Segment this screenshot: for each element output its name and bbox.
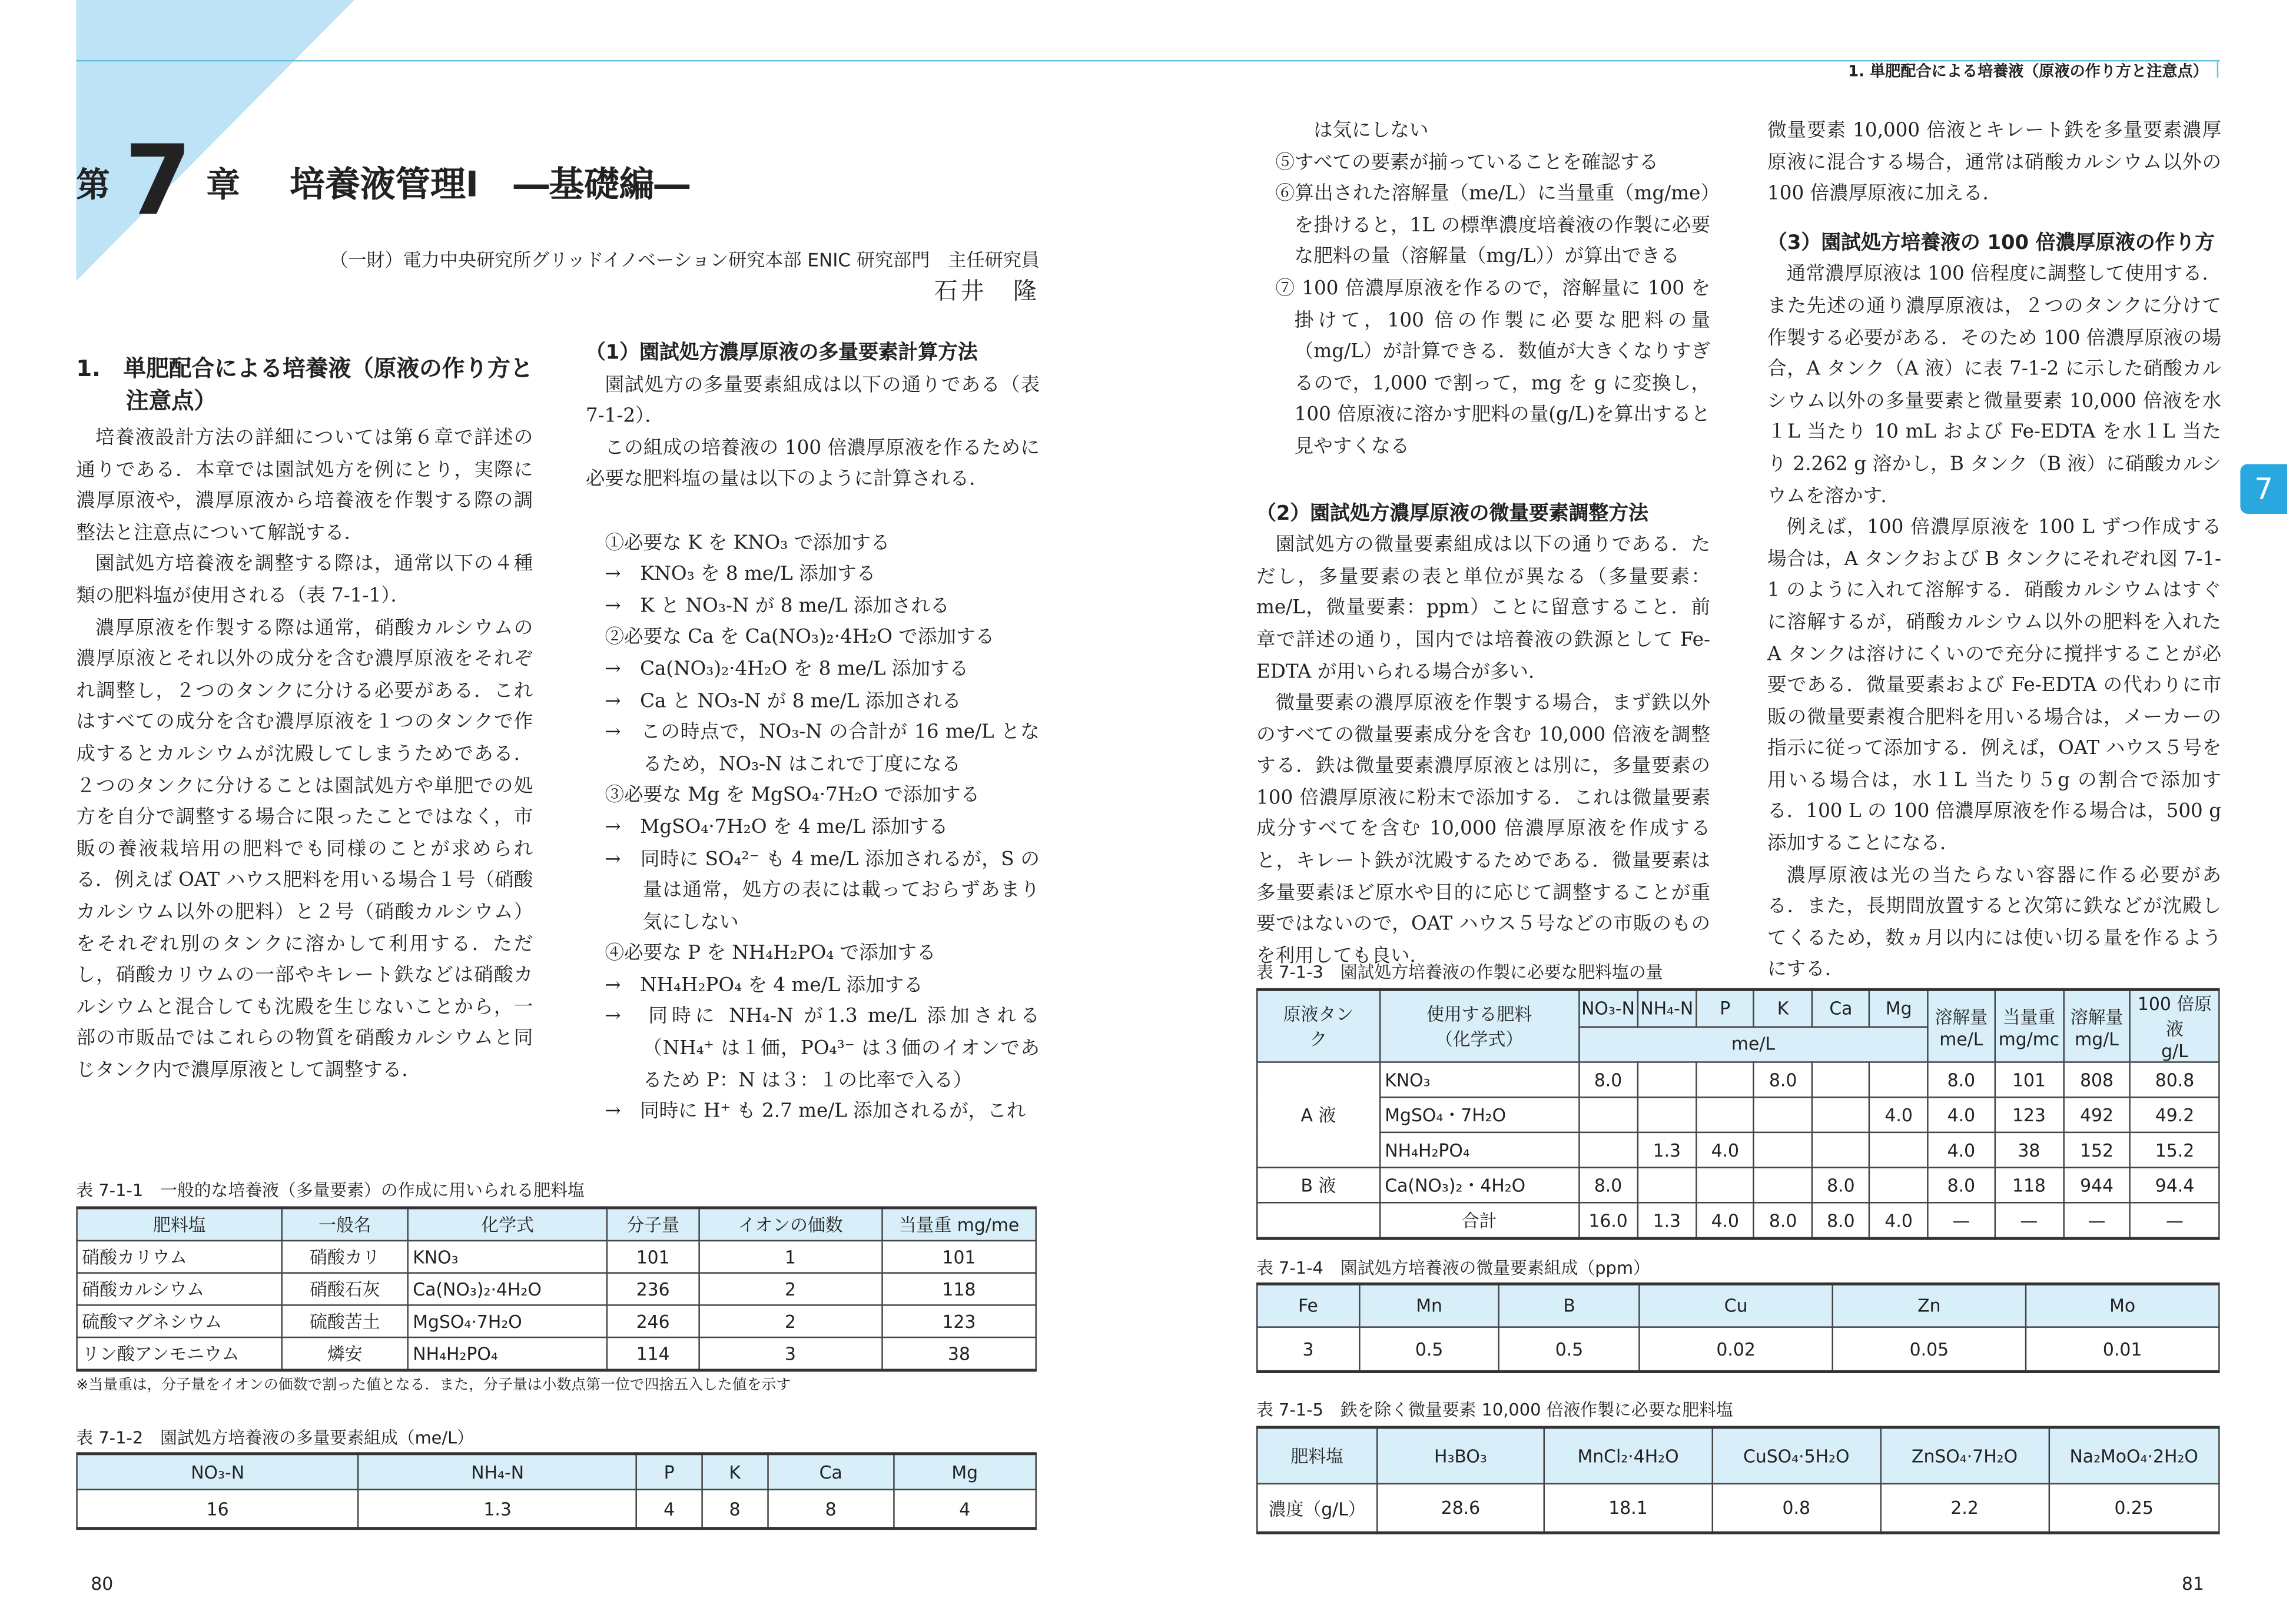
table-cell: 114 xyxy=(608,1337,699,1370)
column-header: NH₄-N xyxy=(359,1454,637,1490)
left-column-1 xyxy=(76,353,533,1087)
table-cell: 4 xyxy=(894,1490,1036,1529)
author-affiliation: （一財）電力中央研究所グリッドイノベーション研究本部 ENIC 研究部門 主任研究員 xyxy=(330,248,1040,271)
paragraph: 例えば，100 倍濃厚原液を 100 L ずつ作成する場合は，A タンクおよび B タンクにそれぞれ図 7-1-1 のように入れて溶解する．硝酸カルシウムはすぐに溶解するが，硝酸カルシウム以外の肥料を入れた A タンクは溶けにくいので充分に撹拌することが必要である．微量要素および Fe-EDTA の代わりに市販の微量要素複合肥料を用いる場合は，メーカーの指示に従って添加する．例えば，OAT ハウス５号を用いる場合は，水１L 当たり５g の割合で添加する．100 L の 100 倍濃厚原液を作る場合は，500 g 添加することになる． xyxy=(1767,517,2222,855)
paragraph: この組成の培養液の 100 倍濃厚原液を作るために必要な肥料塩の量は以下のように計算される． xyxy=(585,437,1040,491)
step-item: ③必要な Mg を MgSO₄·7H₂O で添加する xyxy=(605,785,980,808)
table-cell: MgSO₄・7H₂O xyxy=(1380,1097,1579,1132)
table-caption: 表 7-1-5 鉄を除く微量要素 10,000 倍液作製に必要な肥料塩 xyxy=(1256,1399,1733,1420)
table-cell: 8 xyxy=(768,1490,894,1529)
table-cell xyxy=(1637,1062,1696,1097)
table-cell: 8.0 xyxy=(1927,1168,1995,1203)
table-cell: 燐安 xyxy=(282,1337,408,1370)
column-header-unit: mg/L xyxy=(2075,1028,2119,1049)
table-cell: 濃度（g/L） xyxy=(1257,1484,1377,1533)
table-cell xyxy=(1754,1097,1811,1132)
table-cell: 492 xyxy=(2063,1097,2131,1132)
running-head: 1. 単肥配合による培養液（原液の作り方と注意点） xyxy=(1847,62,2208,81)
table-cell: KNO₃ xyxy=(408,1241,608,1273)
table-cell xyxy=(1696,1097,1754,1132)
table-row xyxy=(1257,1062,2219,1097)
column-header xyxy=(1995,989,2063,1062)
right-column-1 xyxy=(1256,115,1710,972)
table-7-1-3 xyxy=(1256,988,2220,1240)
paragraph: 微量要素の濃厚原液を作製する場合，まず鉄以外のすべての微量要素成分を含む 10,000 倍液を調整する．鉄は微量要素濃厚原液とは別に，多量要素の 100 倍濃厚原液に粉末で添加する．これは微量要素成分すべてを含む 10,000 倍濃厚原液を作成すると，キレート鉄が沈殿するためである．微量要素は多量要素ほど原水や目的に応じて調整することが重要ではないので，OAT ハウス５号などの市販のものを利用しても良い． xyxy=(1256,692,1711,968)
table-cell: 38 xyxy=(882,1337,1036,1370)
table-cell: 236 xyxy=(608,1273,699,1306)
table-cell: 2.2 xyxy=(1880,1484,2049,1533)
column-header: 分子量 xyxy=(608,1208,699,1241)
table-row xyxy=(1257,1132,2219,1168)
column-header: P xyxy=(1696,989,1754,1026)
table-cell: — xyxy=(1927,1203,1995,1238)
table-cell xyxy=(1696,1168,1754,1203)
step-item: ⑤すべての要素が揃っていることを確認する xyxy=(1275,151,1659,174)
paragraph: 園試処方培養液を調整する際は，通常以下の４種類の肥料塩が使用される（表 7-1-1）． xyxy=(76,554,533,608)
table-cell: Ca(NO₃)₂·4H₂O xyxy=(408,1273,608,1306)
section-heading: 1. 単肥配合による培養液（原液の作り方と注意点） xyxy=(76,356,533,414)
column-header: Mo xyxy=(2026,1284,2219,1327)
paragraph: 園試処方の微量要素組成は以下の通りである．ただし，多量要素の表と単位が異なる（多量要素：me/L，微量要素：ppm）ことに留意すること．前章で詳述の通り，国内では培養液の鉄源として Fe-EDTA が用いられる場合が多い． xyxy=(1256,534,1711,683)
table-caption: 表 7-1-4 園試処方培養液の微量要素組成（ppm） xyxy=(1256,1257,1650,1278)
table-cell xyxy=(1870,1062,1927,1097)
step-item: → 同時に NH₄-N が1.3 me/L 添加される（NH₄⁺ は１価，PO₄³⁻ は３価のイオンであるため P：N は３：１の比率で入る） xyxy=(605,1006,1040,1092)
tank-cell: B 液 xyxy=(1257,1168,1379,1203)
table-row xyxy=(1257,1203,2219,1238)
paragraph: 濃厚原液は光の当たらない容器に作る必要がある．また，長期間放置すると次第に鉄などが沈殿してくるため，数ヵ月以内には使い切る量を作るようにする． xyxy=(1767,865,2222,982)
column-header: CuSO₄·5H₂O xyxy=(1712,1427,1880,1484)
header-rule-tick xyxy=(2217,60,2218,78)
table-cell: 合計 xyxy=(1380,1203,1579,1238)
table-cell xyxy=(1579,1097,1638,1132)
table-cell: 8 xyxy=(702,1490,768,1529)
table-cell xyxy=(1870,1168,1927,1203)
chapter-title xyxy=(76,124,689,237)
table-7-1-1 xyxy=(76,1206,1037,1371)
table-row xyxy=(77,1337,1036,1370)
table-cell: 0.05 xyxy=(1833,1327,2026,1372)
column-header: イオンの価数 xyxy=(699,1208,882,1241)
table-7-1-4 xyxy=(1256,1283,2220,1373)
table-cell: 8.0 xyxy=(1812,1203,1870,1238)
column-header: Ca xyxy=(768,1454,894,1490)
table-row xyxy=(77,1241,1036,1273)
table-row xyxy=(1257,1484,2219,1533)
table-caption: 表 7-1-1 一般的な培養液（多量要素）の作成に用いられる肥料塩 xyxy=(76,1180,585,1201)
table-cell: 硝酸カルシウム xyxy=(77,1273,282,1306)
table-cell: — xyxy=(2131,1203,2219,1238)
table-cell: 8.0 xyxy=(1579,1062,1638,1097)
table-row xyxy=(1257,1097,2219,1132)
column-header xyxy=(2063,989,2131,1062)
step-item: → Ca と NO₃-N が 8 me/L 添加される xyxy=(605,690,961,713)
table-cell: 3 xyxy=(699,1337,882,1370)
column-header: 化学式 xyxy=(408,1208,608,1241)
table-cell: 4.0 xyxy=(1927,1097,1995,1132)
chapter-number: 7 xyxy=(124,124,192,237)
table-cell: 16 xyxy=(77,1490,359,1529)
table-cell: 101 xyxy=(882,1241,1036,1273)
step-item: ②必要な Ca を Ca(NO₃)₂·4H₂O で添加する xyxy=(605,627,995,649)
table-caption: 表 7-1-2 園試処方培養液の多量要素組成（me/L） xyxy=(76,1427,475,1448)
table-cell xyxy=(1637,1168,1696,1203)
table-cell: 2 xyxy=(699,1305,882,1337)
column-header: K xyxy=(702,1454,768,1490)
paragraph: 園試処方の多量要素組成は以下の通りである（表 7-1-2）． xyxy=(585,374,1040,428)
table-cell xyxy=(1637,1097,1696,1132)
table-cell: NH₄H₂PO₄ xyxy=(408,1337,608,1370)
paragraph: 微量要素 10,000 倍液とキレート鉄を多量要素濃厚原液に混合する場合，通常は硝酸カルシウム以外の 100 倍濃厚原液に加える． xyxy=(1767,119,2222,205)
table-row xyxy=(77,1305,1036,1337)
table-cell: NH₄H₂PO₄ xyxy=(1380,1132,1579,1168)
subsection-heading: （1）園試処方濃厚原液の多量要素計算方法 xyxy=(585,341,978,365)
table-cell: 4.0 xyxy=(1870,1203,1927,1238)
column-header: 使用する肥料（化学式） xyxy=(1380,989,1579,1062)
column-header: Zn xyxy=(1833,1284,2026,1327)
table-cell: 4.0 xyxy=(1870,1097,1927,1132)
paragraph: 通常濃厚原液は 100 倍程度に調整して使用する．また先述の通り濃厚原液は，２つのタンクに分けて作製する必要がある．そのため 100 倍濃厚原液の場合，A タンク（A 液）に表 7-1-2 に示した硝酸カルシウム以外の多量要素と微量要素 10,000 倍液を水１L 当たり 10 mL および Fe-EDTA を水１L 当たり 2.262 g 溶かし，B タンク（B 液）に硝酸カルシウムを溶かす． xyxy=(1767,264,2222,507)
column-header: MnCl₂·4H₂O xyxy=(1544,1427,1713,1484)
column-header: Ca xyxy=(1812,989,1870,1026)
table-note: ※当量重は，分子量をイオンの価数で割った値となる．また，分子量は小数点第一位で四捨五入した値を示す xyxy=(76,1377,791,1394)
table-cell: 49.2 xyxy=(2131,1097,2219,1132)
table-cell: 1.3 xyxy=(1637,1132,1696,1168)
column-header: NO₃-N xyxy=(1579,989,1638,1026)
table-cell: 94.4 xyxy=(2131,1168,2219,1203)
step-item: → K と NO₃-N が 8 me/L 添加される xyxy=(605,595,950,617)
table-cell: 0.01 xyxy=(2026,1327,2219,1372)
table-cell: 808 xyxy=(2063,1062,2131,1097)
table-cell: — xyxy=(1995,1203,2063,1238)
table-cell: 4 xyxy=(637,1490,702,1529)
column-header: Na₂MoO₄·2H₂O xyxy=(2049,1427,2219,1484)
table-cell xyxy=(1696,1062,1754,1097)
table-cell xyxy=(1754,1168,1811,1203)
column-header xyxy=(2131,989,2219,1062)
table-cell: MgSO₄·7H₂O xyxy=(408,1305,608,1337)
left-column-2 xyxy=(586,338,1040,1129)
step-item: ⑦ 100 倍濃厚原液を作るので，溶解量に 100 を掛けて，100 倍の作製に必要な肥料の量（mg/L）が計算できる．数値が大きくなりすぎるので，1,000 で割って，mg を g に変換し，100 倍原液に溶かす肥料の量(g/L)を算出すると見やすくなる xyxy=(1275,278,1711,459)
table-cell: 28.6 xyxy=(1377,1484,1544,1533)
table-cell: 123 xyxy=(1995,1097,2063,1132)
column-header: P xyxy=(637,1454,702,1490)
table-cell: KNO₃ xyxy=(1380,1062,1579,1097)
step-item: → Ca(NO₃)₂·4H₂O を 8 me/L 添加する xyxy=(605,659,969,681)
table-cell: 18.1 xyxy=(1544,1484,1713,1533)
table-cell xyxy=(1579,1132,1638,1168)
table-cell: 15.2 xyxy=(2131,1132,2219,1168)
column-header-label: 溶解量 xyxy=(2070,1006,2124,1027)
column-header: H₃BO₃ xyxy=(1377,1427,1544,1484)
table-cell: 0.02 xyxy=(1640,1327,1833,1372)
column-header-label: 溶解量 xyxy=(1935,1006,1988,1027)
table-cell: 8.0 xyxy=(1579,1168,1638,1203)
table-cell: リン酸アンモニウム xyxy=(77,1337,282,1370)
table-cell: 1.3 xyxy=(1637,1203,1696,1238)
paragraph: 濃厚原液を作製する際は通常，硝酸カルシウムの濃厚原液とそれ以外の成分を含む濃厚原液をそれぞれ調整し，２つのタンクに分ける必要がある．これはすべての成分を含む濃厚原液を１つのタンクで作成するとカルシウムが沈殿してしまうためである．２つのタンクに分けることは園試処方や単肥での処方を自分で調整する場合に限ったことではなく，市販の養液栽培用の肥料でも同様のことが求められる．例えば OAT ハウス肥料を用いる場合１号（硝酸カルシウム以外の肥料）と２号（硝酸カルシウム）をそれぞれ別のタンクに溶かして利用する．ただし，硝酸カリウムの一部やキレート鉄などは硝酸カルシウムと混合しても沈殿を生じないことから，一部の市販品ではこれらの物質を硝酸カルシウムと同じタンク内で濃厚原液として調整する． xyxy=(76,617,533,1082)
table-cell: 0.5 xyxy=(1359,1327,1499,1372)
table-cell: 16.0 xyxy=(1579,1203,1638,1238)
table-cell: 80.8 xyxy=(2131,1062,2219,1097)
table-cell xyxy=(1812,1097,1870,1132)
table-header-row xyxy=(77,1454,1036,1490)
table-cell: 2 xyxy=(699,1273,882,1306)
table-cell: 硝酸カリウム xyxy=(77,1241,282,1273)
table-cell: 0.25 xyxy=(2049,1484,2219,1533)
column-header: Mg xyxy=(894,1454,1036,1490)
column-header: 肥料塩 xyxy=(1257,1427,1377,1484)
table-7-1-2 xyxy=(76,1452,1037,1530)
column-header: Cu xyxy=(1640,1284,1833,1327)
column-header: 肥料塩 xyxy=(77,1208,282,1241)
table-header-row xyxy=(1257,1284,2219,1327)
table-row xyxy=(77,1490,1036,1529)
column-header-unit: mg/mc xyxy=(1998,1028,2060,1049)
step-item: → 同時に SO₄²⁻ も 4 me/L 添加されるが，S の量は通常，処方の表には載っておらずあまり気にしない xyxy=(605,848,1040,934)
table-cell: 8.0 xyxy=(1927,1062,1995,1097)
table-cell: 4.0 xyxy=(1696,1132,1754,1168)
table-cell: 118 xyxy=(1995,1168,2063,1203)
table-cell: 101 xyxy=(608,1241,699,1273)
table-cell: 硝酸カリ xyxy=(282,1241,408,1273)
table-cell: Ca(NO₃)₂・4H₂O xyxy=(1380,1168,1579,1203)
table-row xyxy=(77,1273,1036,1306)
table-header-row xyxy=(77,1208,1036,1241)
column-header-label: 当量重 xyxy=(2002,1006,2056,1027)
column-header: B xyxy=(1499,1284,1640,1327)
table-cell: 硫酸マグネシウム xyxy=(77,1305,282,1337)
table-cell: 硫酸苦土 xyxy=(282,1305,408,1337)
column-header: Mg xyxy=(1870,989,1927,1026)
column-header: ZnSO₄·7H₂O xyxy=(1880,1427,2049,1484)
table-cell: 3 xyxy=(1257,1327,1359,1372)
chapter-name: 培養液管理Ⅰ ―基礎編― xyxy=(290,164,690,205)
table-cell: 4.0 xyxy=(1927,1132,1995,1168)
unit-header: me/L xyxy=(1579,1027,1928,1062)
table-cell: 118 xyxy=(882,1273,1036,1306)
table-cell xyxy=(1870,1132,1927,1168)
table-cell: 1.3 xyxy=(359,1490,637,1529)
table-header-row xyxy=(1257,989,2219,1026)
column-header: Fe xyxy=(1257,1284,1359,1327)
step-item: ①必要な K を KNO₃ で添加する xyxy=(605,532,890,554)
table-header-row xyxy=(1257,1427,2219,1484)
table-cell: 0.5 xyxy=(1499,1327,1640,1372)
chapter-suffix: 章 xyxy=(206,167,240,205)
column-header-unit: g/L xyxy=(2161,1041,2188,1062)
table-row xyxy=(1257,1168,2219,1203)
column-header-label: 100 倍原液 xyxy=(2137,994,2212,1039)
table-row xyxy=(1257,1327,2219,1372)
table-cell: 123 xyxy=(882,1305,1036,1337)
column-header: 当量重 mg/me xyxy=(882,1208,1036,1241)
table-caption: 表 7-1-3 園試処方培養液の作製に必要な肥料塩の量 xyxy=(1256,962,1663,982)
step-item: ④必要な P を NH₄H₂PO₄ で添加する xyxy=(605,943,936,965)
column-header: 原液タンク xyxy=(1257,989,1379,1062)
table-cell: 101 xyxy=(1995,1062,2063,1097)
subsection-heading: （3）園試処方培養液の 100 倍濃厚原液の作り方 xyxy=(1767,231,2215,255)
page-number-left: 80 xyxy=(91,1573,114,1595)
table-cell: 944 xyxy=(2063,1168,2131,1203)
step-item: ⑥算出された溶解量（me/L）に当量重（mg/me）を掛けると，1L の標準濃度培養液の作製に必要な肥料の量（溶解量（mg/L））が算出できる xyxy=(1275,183,1711,269)
column-header xyxy=(1927,989,1995,1062)
table-cell xyxy=(1812,1062,1870,1097)
step-item: → NH₄H₂PO₄ を 4 me/L 添加する xyxy=(605,975,923,997)
tank-cell xyxy=(1257,1203,1379,1238)
step-continuation: は気にしない xyxy=(1313,119,1429,142)
tank-cell: A 液 xyxy=(1257,1062,1379,1167)
table-7-1-5 xyxy=(1256,1426,2220,1534)
right-column-2 xyxy=(1767,115,2221,986)
chapter-prefix: 第 xyxy=(76,167,110,205)
table-cell: 1 xyxy=(699,1241,882,1273)
table-cell: 8.0 xyxy=(1754,1203,1811,1238)
table-cell xyxy=(1754,1132,1811,1168)
table-cell: 0.8 xyxy=(1712,1484,1880,1533)
table-cell: 38 xyxy=(1995,1132,2063,1168)
column-header: Mn xyxy=(1359,1284,1499,1327)
table-cell: 8.0 xyxy=(1812,1168,1870,1203)
table-cell: 8.0 xyxy=(1754,1062,1811,1097)
paragraph: 培養液設計方法の詳細については第６章で詳述の通りである．本章では園試処方を例にとり，実際に濃厚原液や，濃厚原液から培養液を作製する際の調整法と注意点について解説する． xyxy=(76,427,533,544)
step-item: → MgSO₄·7H₂O を 4 me/L 添加する xyxy=(605,816,948,839)
table-cell: 4.0 xyxy=(1696,1203,1754,1238)
calculation-steps xyxy=(586,528,1040,1128)
table-cell: 152 xyxy=(2063,1132,2131,1168)
table-cell: — xyxy=(2063,1203,2131,1238)
table-cell: 硝酸石灰 xyxy=(282,1273,408,1306)
author-name: 石井 隆 xyxy=(934,277,1040,305)
step-item: → 同時に H⁺ も 2.7 me/L 添加されるが，これ xyxy=(605,1101,1026,1124)
column-header: 一般名 xyxy=(282,1208,408,1241)
column-header-unit: me/L xyxy=(1939,1028,1983,1049)
column-header: K xyxy=(1754,989,1811,1026)
column-header: NO₃-N xyxy=(77,1454,359,1490)
chapter-side-tab: 7 xyxy=(2240,464,2287,514)
column-header: NH₄-N xyxy=(1637,989,1696,1026)
table-cell: 246 xyxy=(608,1305,699,1337)
page-number-right: 81 xyxy=(2181,1573,2204,1595)
step-item: → この時点で，NO₃-N の合計が 16 me/L となるため，NO₃-N はこれで丁度になる xyxy=(605,722,1040,776)
subsection-heading: （2）園試処方濃厚原液の微量要素調整方法 xyxy=(1256,501,1648,525)
step-item: → KNO₃ を 8 me/L 添加する xyxy=(605,563,876,586)
table-cell xyxy=(1812,1132,1870,1168)
